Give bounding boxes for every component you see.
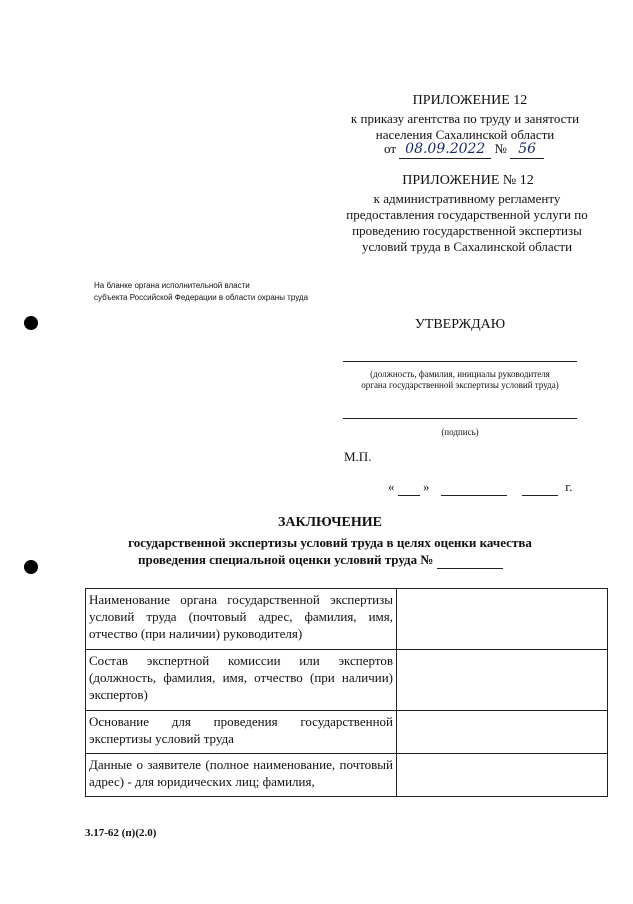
table-row bbox=[86, 711, 608, 754]
year-field[interactable] bbox=[522, 478, 558, 496]
row-label: Основание для проведения государственной экспертизы условий труда bbox=[86, 711, 397, 754]
date-prefix: от bbox=[384, 141, 397, 156]
punch-hole-bottom bbox=[24, 560, 38, 574]
appendix-reg-line: предоставления государственной услуги по bbox=[346, 207, 588, 222]
number-prefix: № bbox=[494, 141, 507, 156]
blank-note-line1: На бланке органа исполнительной власти bbox=[94, 281, 250, 290]
appendix-reg-line: к административному регламенту bbox=[373, 191, 561, 206]
quote-open: « bbox=[388, 479, 395, 494]
signature-line[interactable] bbox=[343, 418, 577, 419]
row-value[interactable] bbox=[397, 754, 608, 797]
position-line[interactable] bbox=[343, 361, 577, 362]
conclusion-number-field[interactable] bbox=[437, 551, 503, 569]
row-label: Данные о заявителе (полное наименование, почтовый адрес) - для юридических лиц; фамилия, bbox=[86, 754, 397, 797]
stamp-place: М.П. bbox=[344, 449, 372, 464]
table-row bbox=[86, 650, 608, 711]
form-code: 3.17-62 (п)(2.0) bbox=[85, 827, 157, 839]
appendix-reg-line: проведению государственной экспертизы bbox=[352, 223, 582, 238]
row-label: Наименование органа государственной экспертизы условий труда (почтовый адрес, фамилия, имя, отчество (при наличии) руководителя) bbox=[86, 589, 397, 650]
signature-caption: (подпись) bbox=[441, 427, 479, 437]
row-label: Состав экспертной комиссии или экспертов (должность, фамилия, имя, отчество (при наличии) экспертов) bbox=[86, 650, 397, 711]
order-date: 08.09.2022 bbox=[399, 141, 491, 159]
info-table bbox=[85, 588, 608, 797]
order-number: 56 bbox=[510, 141, 544, 159]
table-row bbox=[86, 754, 608, 797]
punch-hole-top bbox=[24, 316, 38, 330]
approve-title: УТВЕРЖДАЮ bbox=[414, 317, 506, 332]
table-row bbox=[86, 589, 608, 650]
month-field[interactable] bbox=[441, 478, 507, 496]
row-value[interactable] bbox=[397, 650, 608, 711]
appendix12-line1: к приказу агентства по труду и занятости bbox=[350, 111, 580, 126]
approval-date-line bbox=[388, 478, 572, 496]
conclusion-subtitle-line2 bbox=[138, 551, 503, 569]
year-suffix: г. bbox=[565, 479, 573, 494]
appendix-reg-title: ПРИЛОЖЕНИЕ № 12 bbox=[402, 173, 534, 188]
row-value[interactable] bbox=[397, 711, 608, 754]
day-field[interactable] bbox=[398, 478, 420, 496]
conclusion-subtitle-text: проведения специальной оценки условий труда № bbox=[138, 552, 434, 567]
appendix12-date-line bbox=[384, 140, 544, 159]
position-caption1: (должность, фамилия, инициалы руководителя bbox=[370, 369, 550, 379]
conclusion-subtitle-line1: государственной экспертизы условий труда в целях оценки качества bbox=[128, 535, 532, 550]
appendix-reg-line: условий труда в Сахалинской области bbox=[361, 239, 573, 254]
conclusion-title: ЗАКЛЮЧЕНИЕ bbox=[277, 515, 383, 530]
appendix12-title: ПРИЛОЖЕНИЕ 12 bbox=[412, 93, 528, 108]
appendix12-line2: населения Сахалинской области bbox=[375, 127, 555, 142]
blank-note-line2: субъекта Российской Федерации в области охраны труда bbox=[94, 293, 309, 302]
position-caption2: органа государственной экспертизы условий труда) bbox=[361, 380, 559, 390]
row-value[interactable] bbox=[397, 589, 608, 650]
quote-close: » bbox=[423, 479, 430, 494]
